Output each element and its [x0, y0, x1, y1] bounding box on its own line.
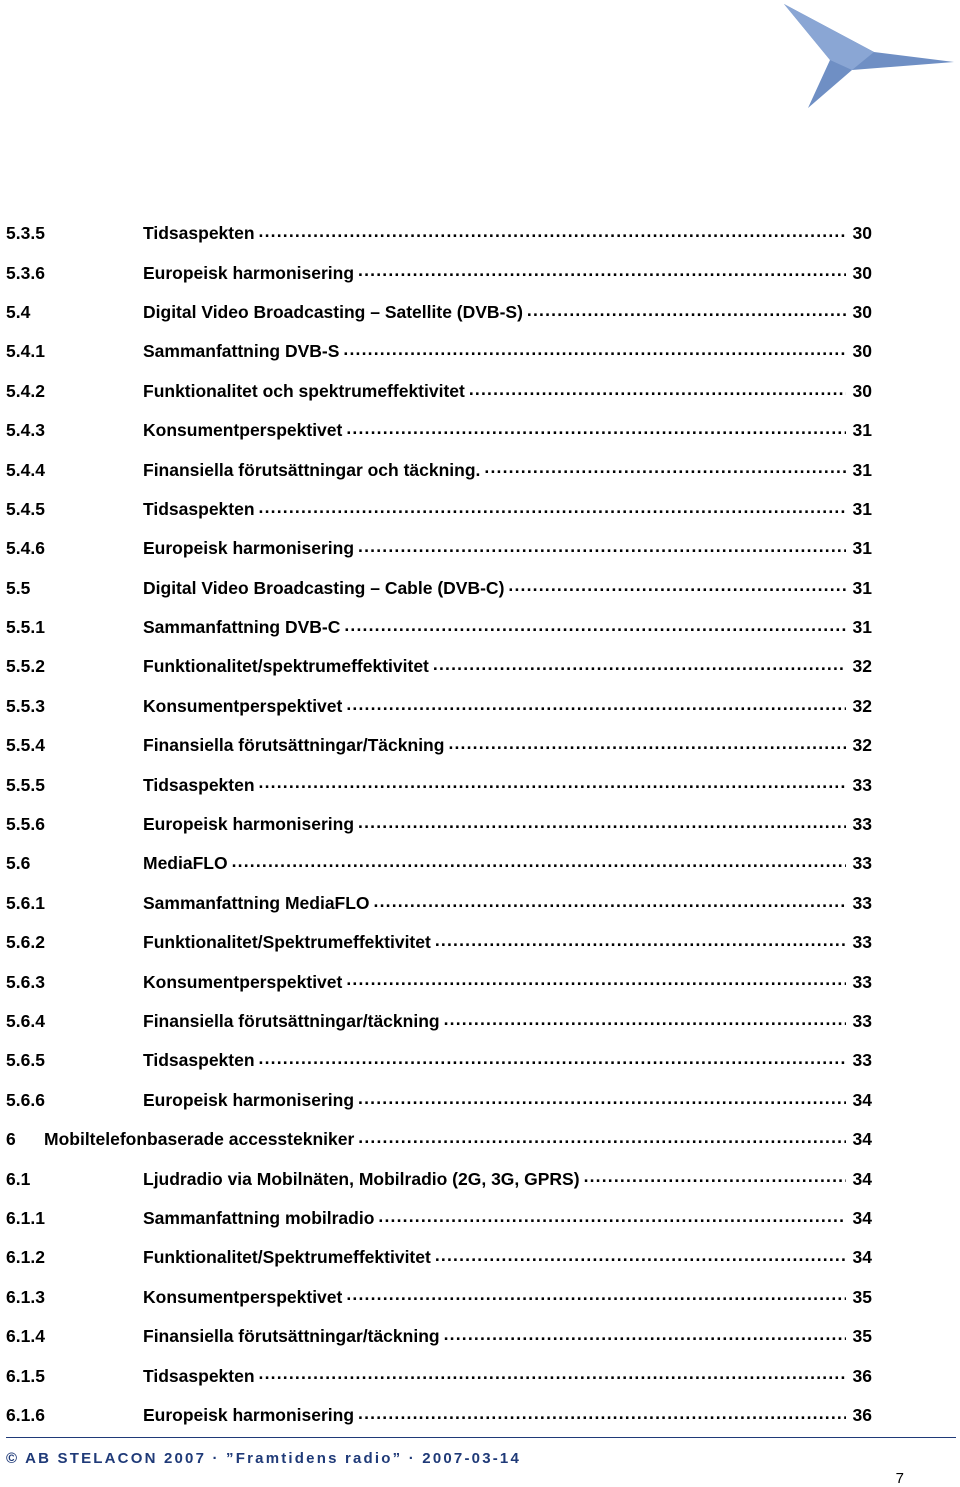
toc-entry-page: 31: [852, 459, 872, 480]
toc-entry-number: 5.5: [6, 577, 31, 598]
toc-entry-page: 30: [852, 341, 872, 362]
toc-entry[interactable]: [6, 1278, 872, 1317]
toc-entry-number: 6.1.4: [6, 1326, 45, 1347]
toc-entry-number: 6: [6, 1129, 16, 1150]
toc-dot-leader: [259, 225, 846, 243]
toc-entry[interactable]: [6, 214, 872, 253]
toc-entry-page: 31: [852, 498, 872, 519]
toc-entry[interactable]: [6, 844, 872, 883]
toc-entry-page: 34: [852, 1207, 872, 1228]
toc-dot-leader: [444, 1328, 846, 1346]
toc-dot-leader: [343, 343, 846, 361]
toc-entry-page: 34: [852, 1089, 872, 1110]
toc-entry-number: 6.1.2: [6, 1247, 45, 1268]
toc-entry-number: 5.4.6: [6, 538, 45, 559]
toc-entry-number: 5.6.4: [6, 1011, 45, 1031]
toc-entry[interactable]: [6, 569, 872, 608]
toc-entry[interactable]: [6, 962, 872, 1001]
toc-entry-number: 6.1: [6, 1168, 31, 1189]
toc-entry[interactable]: [6, 1317, 872, 1356]
toc-entry[interactable]: [6, 372, 872, 411]
toc-entry-title: Konsumentperspektivet: [143, 695, 343, 716]
toc-entry-title: Europeisk harmonisering: [143, 1404, 355, 1425]
toc-entry-number: 5.6.2: [6, 932, 45, 953]
toc-entry-title: Ljudradio via Mobilnäten, Mobilradio (2G, 3G, GPRS): [143, 1168, 580, 1189]
toc-dot-leader: [358, 1407, 846, 1425]
toc-entry-number: 5.5.6: [6, 814, 45, 835]
toc-entry-title: Tidsaspekten: [143, 774, 255, 795]
toc-entry-page: 36: [852, 1404, 872, 1425]
toc-dot-leader: [433, 658, 846, 676]
toc-entry[interactable]: [6, 765, 872, 804]
toc-entry-title: Europeisk harmonisering: [143, 814, 355, 835]
toc-entry[interactable]: [6, 884, 872, 923]
toc-entry-number: 5.4.5: [6, 498, 45, 519]
toc-dot-leader: [346, 422, 846, 440]
toc-entry-title: Finansiella förutsättningar/täckning: [143, 1011, 440, 1031]
toc-dot-leader: [508, 579, 846, 597]
toc-entry[interactable]: [6, 608, 872, 647]
toc-entry-page: 33: [852, 853, 872, 874]
toc-entry-page: 30: [852, 262, 872, 283]
toc-entry[interactable]: [6, 529, 872, 568]
toc-entry-title: Europeisk harmonisering: [143, 262, 355, 283]
toc-entry-page: 30: [852, 301, 872, 322]
toc-entry[interactable]: [6, 411, 872, 450]
toc-entry-page: 34: [852, 1247, 872, 1268]
toc-dot-leader: [358, 1092, 846, 1110]
toc-entry-title: Konsumentperspektivet: [143, 1286, 343, 1307]
toc-entry[interactable]: [6, 1238, 872, 1277]
toc-entry[interactable]: [6, 1199, 872, 1238]
toc-entry[interactable]: [6, 687, 872, 726]
toc-entry-number: 5.5.4: [6, 735, 45, 756]
toc-dot-leader: [358, 264, 846, 282]
toc-dot-leader: [259, 501, 846, 519]
toc-entry-title: Funktionalitet/Spektrumeffektivitet: [143, 1247, 431, 1268]
toc-entry-page: 31: [852, 617, 872, 638]
toc-entry-title: Sammanfattning MediaFLO: [143, 892, 370, 913]
toc-entry-number: 5.3.6: [6, 262, 45, 283]
toc-entry-title: Finansiella förutsättningar/Täckning: [143, 735, 445, 756]
toc-dot-leader: [527, 304, 846, 322]
toc-dot-leader: [444, 1013, 846, 1031]
toc-entry-title: Funktionalitet och spektrumeffektivitet: [143, 380, 465, 401]
toc-entry-page: 33: [852, 1050, 872, 1071]
toc-entry-title: Sammanfattning mobilradio: [143, 1207, 375, 1228]
toc-entry[interactable]: [6, 450, 872, 489]
toc-dot-leader: [346, 973, 846, 991]
toc-entry[interactable]: [6, 1159, 872, 1198]
toc-entry-page: 35: [852, 1326, 872, 1347]
toc-dot-leader: [435, 934, 846, 952]
toc-entry-number: 6.1.3: [6, 1286, 45, 1307]
toc-entry-title: Digital Video Broadcasting – Cable (DVB-C): [143, 577, 505, 598]
toc-dot-leader: [484, 461, 846, 479]
toc-entry[interactable]: [6, 923, 872, 962]
toc-entry-page: 36: [852, 1365, 872, 1386]
toc-entry-title: Funktionalitet/Spektrumeffektivitet: [143, 932, 431, 953]
toc-entry-title: Konsumentperspektivet: [143, 420, 343, 441]
toc-dot-leader: [358, 540, 846, 558]
toc-dot-leader: [346, 1288, 846, 1306]
footer-copyright: © AB STELACON 2007 · ”Framtidens radio” · 2007-03-14: [6, 1450, 522, 1467]
toc-entry-number: 6.1.5: [6, 1365, 45, 1386]
toc-entry-title: Digital Video Broadcasting – Satellite (DVB-S): [143, 301, 523, 322]
toc-entry-title: Europeisk harmonisering: [143, 1089, 355, 1110]
toc-entry-title: Tidsaspekten: [143, 498, 255, 519]
toc-entry-page: 31: [852, 577, 872, 598]
toc-entry-title: Tidsaspekten: [143, 1365, 255, 1386]
toc-dot-leader: [232, 855, 846, 873]
toc-entry-number: 5.6.5: [6, 1050, 45, 1071]
toc-entry-page: 32: [852, 735, 872, 756]
toc-entry-page: 35: [852, 1286, 872, 1307]
toc-entry-title: Europeisk harmonisering: [143, 538, 355, 559]
toc-entry-title: Tidsaspekten: [143, 223, 255, 244]
toc-entry[interactable]: [6, 1120, 872, 1159]
toc-entry-number: 5.6.6: [6, 1089, 45, 1110]
toc-dot-leader: [448, 737, 846, 755]
toc-entry-page: 30: [852, 380, 872, 401]
toc-entry-number: 5.6.1: [6, 892, 45, 913]
toc-entry-page: 33: [852, 932, 872, 953]
toc-entry-number: 5.4.2: [6, 380, 45, 401]
toc-entry-page: 33: [852, 971, 872, 992]
toc-dot-leader: [378, 1210, 846, 1228]
table-of-contents: [6, 214, 872, 1435]
toc-dot-leader: [358, 1131, 846, 1149]
toc-entry[interactable]: [6, 805, 872, 844]
toc-entry[interactable]: [6, 1396, 872, 1435]
toc-entry-page: 33: [852, 814, 872, 835]
toc-entry-page: 34: [852, 1168, 872, 1189]
toc-entry-page: 33: [852, 1011, 872, 1031]
toc-entry-title: Funktionalitet/spektrumeffektivitet: [143, 656, 429, 677]
toc-entry-page: 33: [852, 774, 872, 795]
toc-entry-number: 5.3.5: [6, 223, 45, 244]
toc-entry[interactable]: [6, 1041, 872, 1080]
toc-dot-leader: [346, 698, 846, 716]
toc-dot-leader: [259, 776, 846, 794]
toc-entry[interactable]: [6, 647, 872, 686]
toc-entry[interactable]: [6, 490, 872, 529]
toc-entry-page: 34: [852, 1129, 872, 1150]
toc-entry-page: 32: [852, 695, 872, 716]
toc-entry-number: 5.4: [6, 301, 31, 322]
toc-entry-page: 30: [852, 223, 872, 244]
toc-entry[interactable]: [6, 1081, 872, 1120]
toc-entry-number: 6.1.1: [6, 1207, 45, 1228]
toc-entry-title: MediaFLO: [143, 853, 228, 874]
toc-entry-page: 32: [852, 656, 872, 677]
toc-entry-number: 6.1.6: [6, 1404, 45, 1425]
toc-entry-number: 5.4.1: [6, 341, 45, 362]
toc-dot-leader: [584, 1170, 846, 1188]
toc-entry-number: 5.5.1: [6, 617, 45, 638]
toc-dot-leader: [435, 1249, 846, 1267]
toc-dot-leader: [469, 383, 846, 401]
toc-entry-title: Sammanfattning DVB-S: [143, 341, 340, 362]
toc-dot-leader: [259, 1367, 846, 1385]
toc-entry[interactable]: [6, 1002, 872, 1041]
toc-entry[interactable]: [6, 332, 872, 371]
toc-entry-title: Tidsaspekten: [143, 1050, 255, 1071]
toc-entry[interactable]: [6, 253, 872, 292]
toc-entry[interactable]: [6, 293, 872, 332]
toc-entry-number: 5.5.2: [6, 656, 45, 677]
toc-entry[interactable]: [6, 1356, 872, 1395]
star-logo-icon: [778, 0, 960, 112]
toc-entry-number: 5.4.3: [6, 420, 45, 441]
toc-entry-number: 5.5.3: [6, 695, 45, 716]
toc-dot-leader: [358, 816, 846, 834]
toc-entry-number: 5.5.5: [6, 774, 45, 795]
toc-entry-number: 5.4.4: [6, 459, 45, 480]
toc-entry-title: Finansiella förutsättningar och täckning.: [143, 459, 481, 480]
toc-entry[interactable]: [6, 726, 872, 765]
toc-entry-number: 5.6.3: [6, 971, 45, 992]
toc-dot-leader: [344, 619, 846, 637]
toc-entry-page: 31: [852, 538, 872, 559]
page-number: 7: [895, 1470, 904, 1487]
toc-entry-title: Sammanfattning DVB-C: [143, 617, 341, 638]
toc-entry-title: Finansiella förutsättningar/täckning: [143, 1326, 440, 1347]
toc-entry-title: Konsumentperspektivet: [143, 971, 343, 992]
toc-entry-title: Mobiltelefonbaserade accesstekniker: [44, 1129, 355, 1150]
toc-entry-page: 33: [852, 892, 872, 913]
toc-entry-number: 5.6: [6, 853, 31, 874]
toc-dot-leader: [259, 1052, 846, 1070]
toc-entry-page: 31: [852, 420, 872, 441]
toc-dot-leader: [374, 895, 846, 913]
footer-divider: [6, 1437, 956, 1438]
